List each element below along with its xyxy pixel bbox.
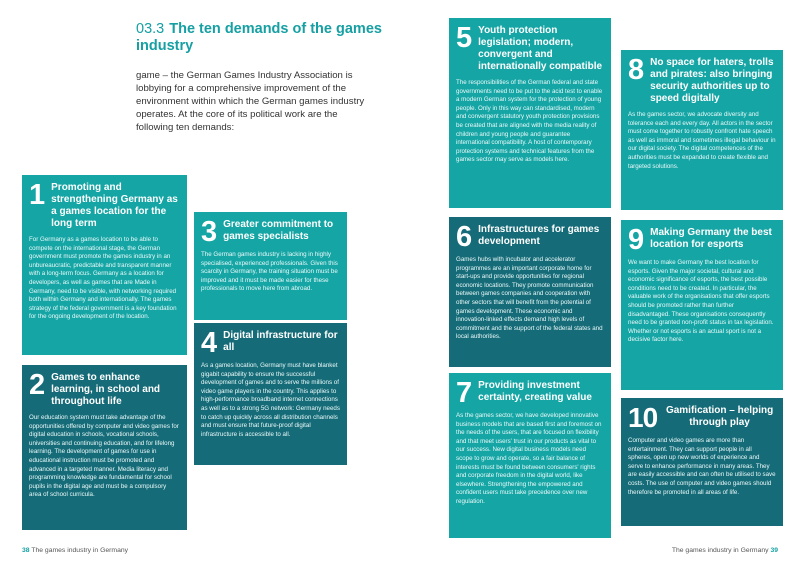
section-title: The ten demands of the games industry	[136, 21, 382, 54]
demand-text: Our education system must take advantage of the opportunities offered by computer and video games for digital education in schools, vocational schools, universities and continuing education, and for lifelong learning. The development of games for use in educational instruction must be promoted and advanced in a targeted manner. Media literacy and programming knowledge are fundamental for school pupils in the digital age and must be a compulsory area of school curricula.	[29, 414, 179, 499]
demand-card-10	[621, 398, 783, 526]
left-footer	[22, 547, 128, 554]
demand-number: 7	[456, 377, 473, 409]
demand-number: 8	[628, 54, 645, 86]
demand-text: For Germany as a games location to be able to compete on the international stage, the German government must promote the games industry in an unbureaucratic, predictable and transparent manner with a long-term focus. Germany as a location for developers, as well as games that are Made in Germany, need to be visible, with networking required both within Germany and internationally. The games strategy of the federal government is a key foundation for the ongoing development of the location.	[29, 236, 177, 321]
demand-title: Digital infrastructure for all	[223, 330, 338, 353]
section-heading	[136, 21, 386, 55]
demand-number: 4	[201, 327, 218, 359]
demand-number: 9	[628, 224, 645, 256]
right-page	[400, 0, 800, 571]
demand-text: As the games sector, we advocate diversity and tolerance each and every day. All actors in the sector must come together to robustly confront hate speech as well as immoral and sometimes illegal behaviour in our digital society. The digital competences of the authorities must be expanded to create flexible and targeted solutions.	[628, 111, 776, 170]
demand-card-1	[22, 175, 187, 355]
demand-text: We want to make Germany the best location for esports. Given the major societal, cultural and economic significance of esports, the best possible conditions need to be created. In particular, the valuable work of the organisations that offer esports should be promoted rather than further disadvantaged. These organisations consequently need to be granted non-profit status in tax legislation. Whether or not esports is an actual sport is not a decisive factor here.	[628, 259, 774, 344]
footer-text: The games industry in Germany	[31, 547, 129, 554]
right-footer	[672, 547, 778, 554]
demand-text: As a games location, Germany must have blanket gigabit capability to ensure the successful development of games and to serve the millions of video game players in the country. This applies to high-performance broadband internet connections as well as to a strong 5G network: Germany needs to catch up quickly across all distribution channels and must ensure that future-proof digital infrastructure is accessible to all.	[201, 362, 340, 438]
demand-text: The German games industry is lacking in highly specialised, experienced professionals. Given this scarcity in Germany, the training situation must be improved and it must be made easier for these professionals to move here from abroad.	[201, 251, 338, 293]
demand-title: Greater commitment to games specialists	[223, 219, 334, 242]
demand-title: Promoting and strengthening Germany as a games location for the long term	[51, 182, 178, 229]
section-number: 03.3	[136, 21, 165, 37]
demand-card-8	[621, 50, 783, 210]
demand-number: 3	[201, 216, 218, 248]
demand-number: 2	[29, 369, 46, 401]
demand-number: 1	[29, 179, 46, 211]
page-number: 38	[22, 547, 30, 554]
page-number: 39	[770, 547, 778, 554]
demand-title: Providing investment certainty, creating value	[478, 380, 592, 403]
demand-title: Youth protection legislation; modern, convergent and internationally compatible	[478, 25, 603, 72]
demand-text: The responsibilities of the German federal and state governments need to be put to the acid test to enable a modern German system for the protection of young people. Only in this way can standardised, modern and convergent statutory youth protection provisions be created that are aligned with the media reality of children and young people and guarantee international compatibility. A host of contemporary protection systems and technical features from the games sector may serve as models here.	[456, 79, 603, 164]
demand-text: Games hubs with incubator and accelerator programmes are an important corporate home for start-ups and provide opportunities for regional economic locations. They promote communication between games companies and cooperation with other sectors that will benefit from the potential of games development. These economic and innovation-linked effects demand high levels of commitment and the support of the federal states and local authorities.	[456, 256, 603, 341]
demand-card-5	[449, 18, 611, 208]
demand-title: No space for haters, trolls and pirates: also bringing security authorities up to speed digitally	[650, 57, 774, 104]
demand-title: Making Germany the best location for esports	[650, 227, 772, 250]
demand-card-3	[194, 212, 347, 320]
demand-card-7	[449, 373, 611, 538]
demand-card-9	[621, 220, 783, 390]
demand-number: 10	[628, 402, 658, 433]
demand-title: Gamification – helping through play	[665, 405, 774, 428]
demand-text: Computer and video games are more than entertainment. They can support people in all spheres, open up new worlds of experience and serve to enhance performance in many areas. They are easily accessible and can often be utilised to save costs. The use of computer and video games should therefore be promoted in all areas of life.	[628, 437, 776, 496]
demand-number: 6	[456, 221, 473, 253]
footer-text: The games industry in Germany	[671, 547, 769, 554]
demand-card-2	[22, 365, 187, 530]
demand-title: Infrastructures for games development	[478, 224, 600, 247]
demand-card-6	[449, 217, 611, 367]
demand-number: 5	[456, 22, 473, 54]
demand-title: Games to enhance learning, in school and throughout life	[51, 372, 161, 407]
demand-text: As the games sector, we have developed innovative business models that are based first and foremost on the needs of the users, that are focused on flexibility and that meet users' trust in our products as vital to our success. New digital business models need scope to grow and operate, so a fair balance of interests must be found between consumers' rights and corporate freedom in the digital world, like elsewhere. Strengthening the empowered and confident users must take precedence over new regulation.	[456, 412, 602, 505]
demand-card-4	[194, 323, 347, 465]
intro-paragraph: game – the German Games Industry Association is lobbying for a comprehensive improvement of the environment within which the German games industry operates. At the core of its political work are the following ten demands:	[136, 70, 365, 133]
